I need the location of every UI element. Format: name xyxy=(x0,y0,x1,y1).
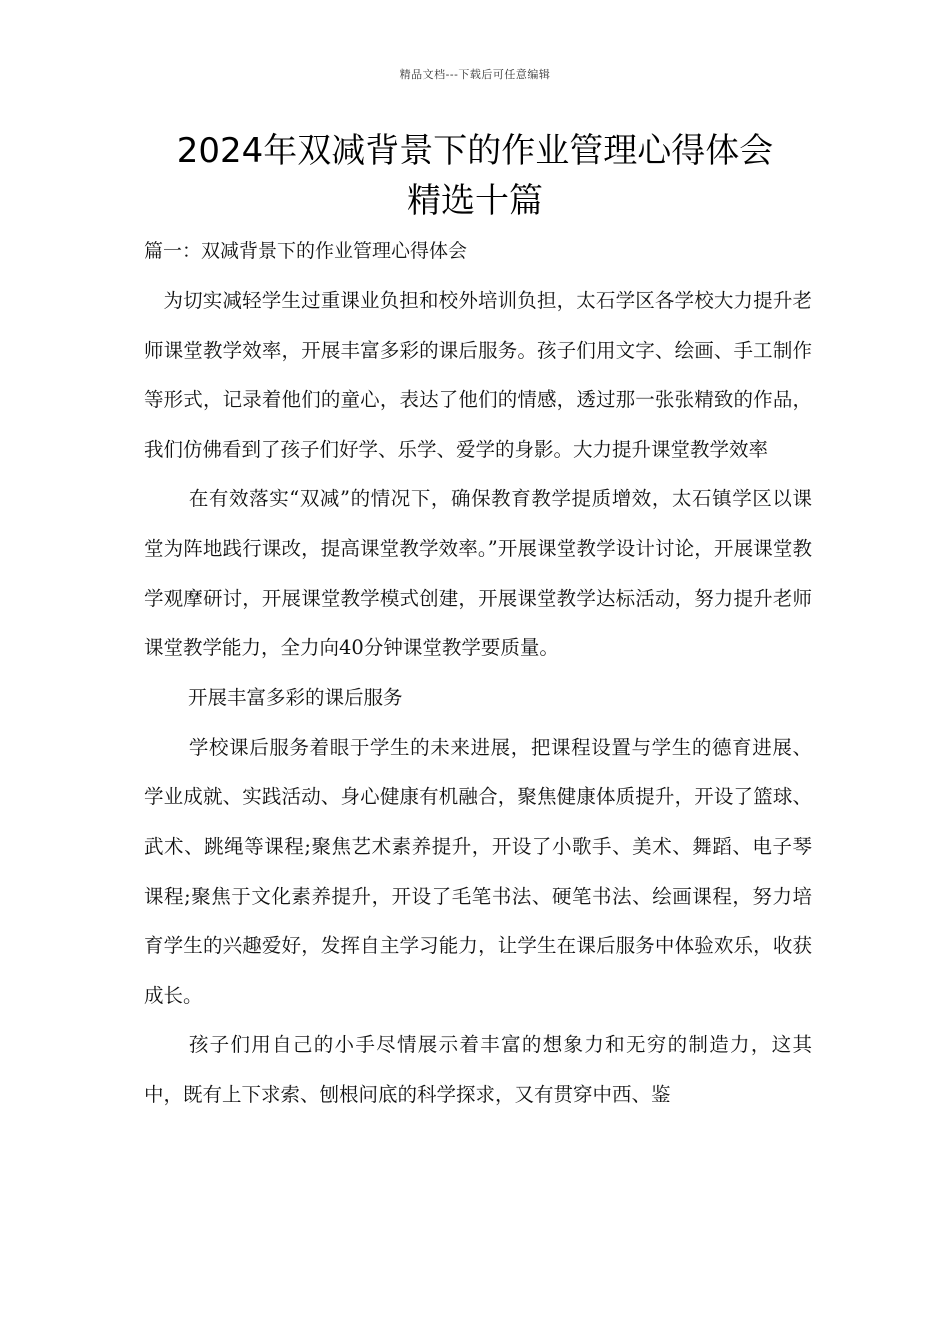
document-title-line-1: 2024年双减背景下的作业管理心得体会 xyxy=(176,131,774,171)
page-header-note: 精品文档---下载后可任意编辑 xyxy=(399,68,551,81)
document-title xyxy=(120,126,830,226)
paragraph: 孩子们用自己的小手尽情展示着丰富的想象力和无穷的制造力，这其中，既有上下求索、刨根问底的科学探求，又有贯穿中西、鉴 xyxy=(144,1033,812,1106)
section-heading: 开展丰富多彩的课后服务 xyxy=(188,685,403,709)
paragraph: 为切实减轻学生过重课业负担和校外培训负担，太石学区各学校大力提升老师课堂教学效率，开展丰富多彩的课后服务。孩子们用文字、绘画、手工制作等形式，记录着他们的童心，表达了他们的情感，透过那一张张精致的作品，我们仿佛看到了孩子们好学、乐学、爱学的身影。大力提升课堂教学效率 xyxy=(144,289,812,461)
paragraph: 在有效落实“双减”的情况下，确保教育教学提质增效，太石镇学区以课堂为阵地践行课改，提高课堂教学效率。”开展课堂教学设计讨论，开展课堂教学观摩研讨，开展课堂教学模式创建，开展课堂教学达标活动，努力提升老师课堂教学能力，全力向40分钟课堂教学要质量。 xyxy=(144,487,812,660)
section-subtitle: 篇一：双减背景下的作业管理心得体会 xyxy=(144,240,468,262)
paragraph: 学校课后服务着眼于学生的未来进展，把课程设置与学生的德育进展、学业成就、实践活动、身心健康有机融合，聚焦健康体质提升，开设了篮球、武术、跳绳等课程;聚焦艺术素养提升，开设了小歌手、美术、舞蹈、电子琴课程;聚焦于文化素养提升，开设了毛笔书法、硬笔书法、绘画课程，努力培育学生的兴趣爱好，发挥自主学习能力，让学生在课后服务中体验欢乐，收获成长。 xyxy=(144,735,812,1007)
document-title-line-2: 精选十篇 xyxy=(407,181,543,221)
document-body xyxy=(144,226,812,1120)
